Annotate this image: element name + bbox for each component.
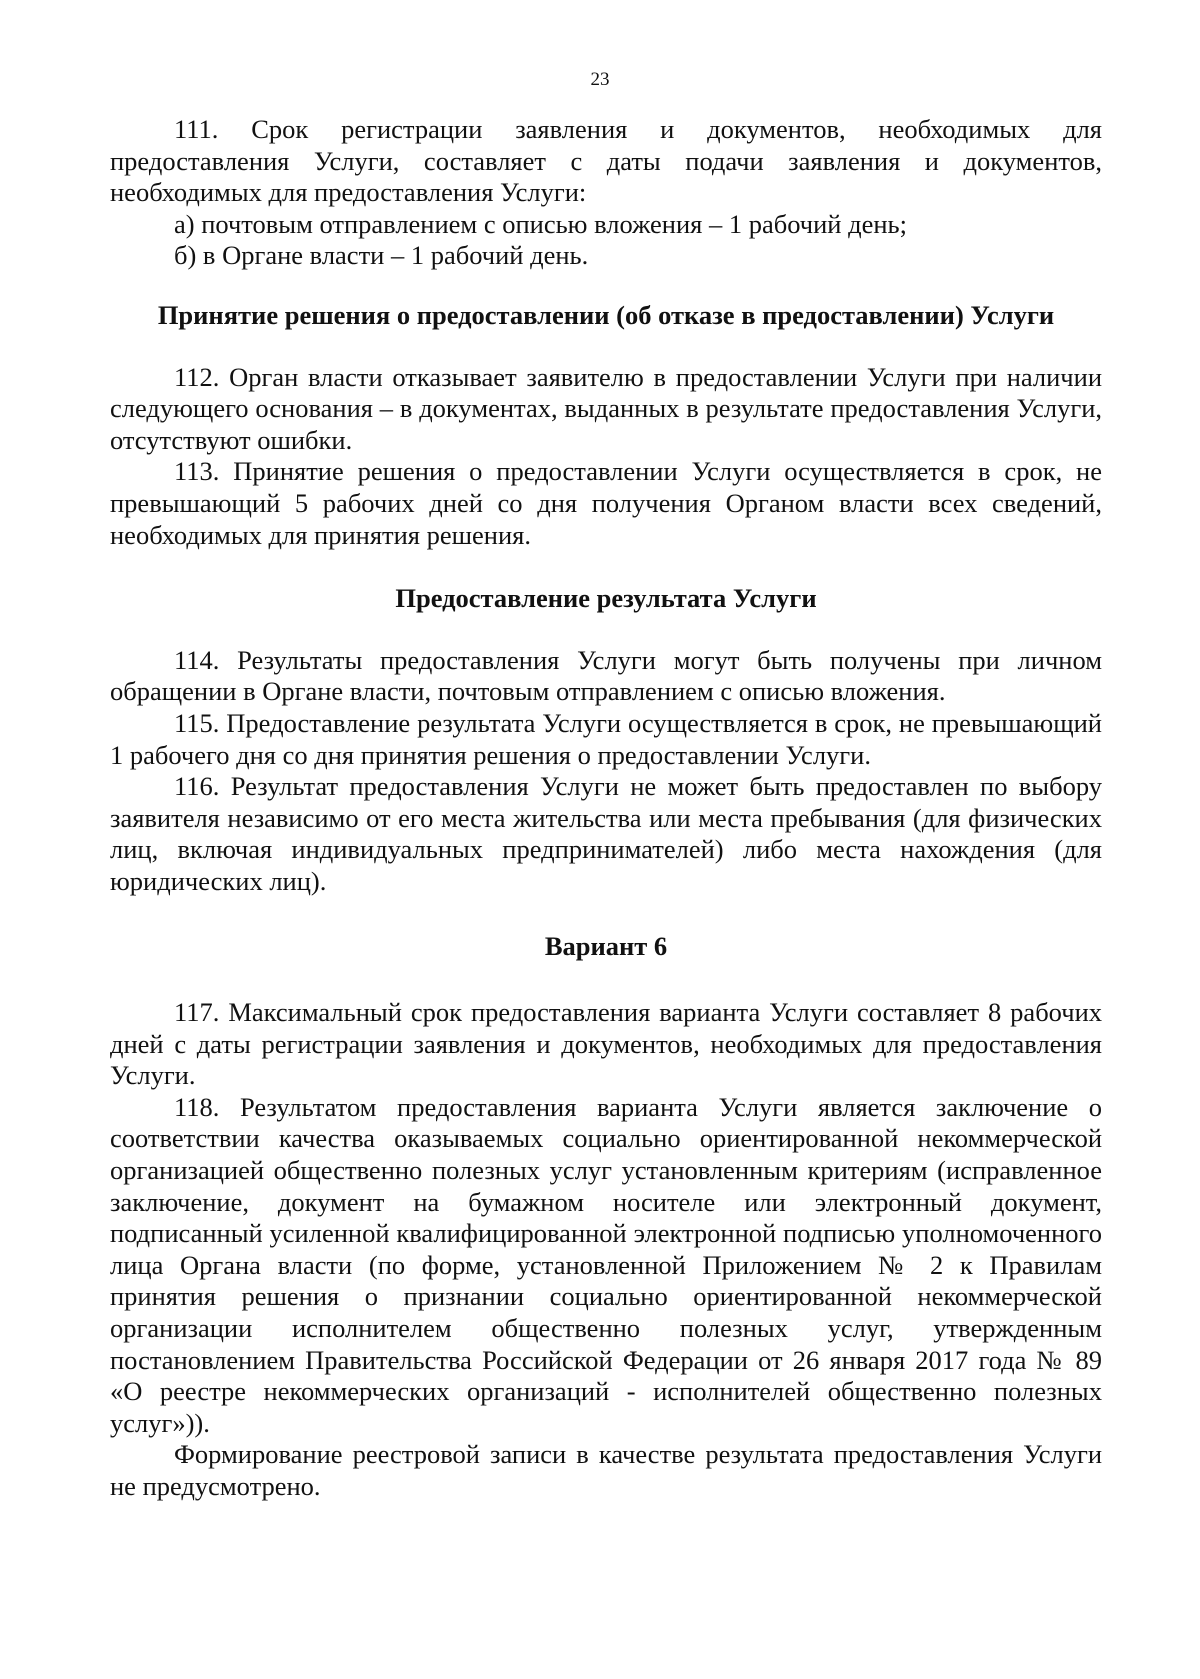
paragraph-117: 117. Максимальный срок предоставления варианта Услуги составляет 8 рабочих дней с даты регистрации заявления и документов, необходимых для предоставления Услуги.	[110, 997, 1102, 1091]
paragraph-113: 113. Принятие решения о предоставлении Услуги осуществляется в срок, не превышающий 5 рабочих дней со дня получения Органом власти всех сведений, необходимых для принятия решения.	[110, 456, 1102, 550]
page-number: 23	[590, 69, 610, 90]
paragraph-118: 118. Результатом предоставления варианта Услуги является заключение о соответствии качества оказываемых социально ориентированной некоммерческой организацией общественно полезных услуг установленным критериям (исправленное заключение, документ на бумажном носителе или электронный документ, подписанный усиленной квалифицированной электронной подписью уполномоченного лица Органа власти (по форме, установленной Приложением № 2 к Правилам принятия решения о признании социально ориентированной некоммерческой организации исполнителем общественно полезных услуг, утвержденным постановлением Правительства Российской Федерации от 26 января 2017 года № 89 «О реестре некоммерческих организаций - исполнителей общественно полезных услуг»)).	[110, 1091, 1102, 1438]
paragraph-112: 112. Орган власти отказывает заявителю в предоставлении Услуги при наличии следующего основания – в документах, выданных в результате предоставления Услуги, отсутствуют ошибки.	[110, 361, 1102, 455]
list-item-b: б) в Органе власти – 1 рабочий день.	[174, 240, 589, 271]
section-heading-result: Предоставление результата Услуги	[395, 583, 817, 614]
document-body	[110, 114, 1102, 1503]
paragraph-registry-note: Формирование реестровой записи в качестве результата предоставления Услуги не предусмотрено.	[110, 1439, 1102, 1501]
paragraph-115: 115. Предоставление результата Услуги осуществляется в срок, не превышающий 1 рабочего дня со дня принятия решения о предоставлении Услуги.	[110, 707, 1102, 770]
paragraph-111: 111. Срок регистрации заявления и документов, необходимых для предоставления Услуги, составляет с даты подачи заявления и документов, необходимых для предоставления Услуги:	[110, 114, 1102, 208]
section-heading-variant-6: Вариант 6	[544, 931, 668, 962]
paragraph-116: 116. Результат предоставления Услуги не может быть предоставлен по выбору заявителя независимо от его места жительства или места пребывания (для физических лиц, включая индивидуальных предпринимателей) либо места нахождения (для юридических лиц).	[110, 771, 1102, 896]
section-heading-decision: Принятие решения о предоставлении (об отказе в предоставлении) Услуги	[157, 299, 1055, 330]
list-item-a: а) почтовым отправлением с описью вложения – 1 рабочий день;	[174, 208, 907, 239]
paragraph-114: 114. Результаты предоставления Услуги могут быть получены при личном обращении в Органе власти, почтовым отправлением с описью вложения.	[110, 644, 1102, 707]
